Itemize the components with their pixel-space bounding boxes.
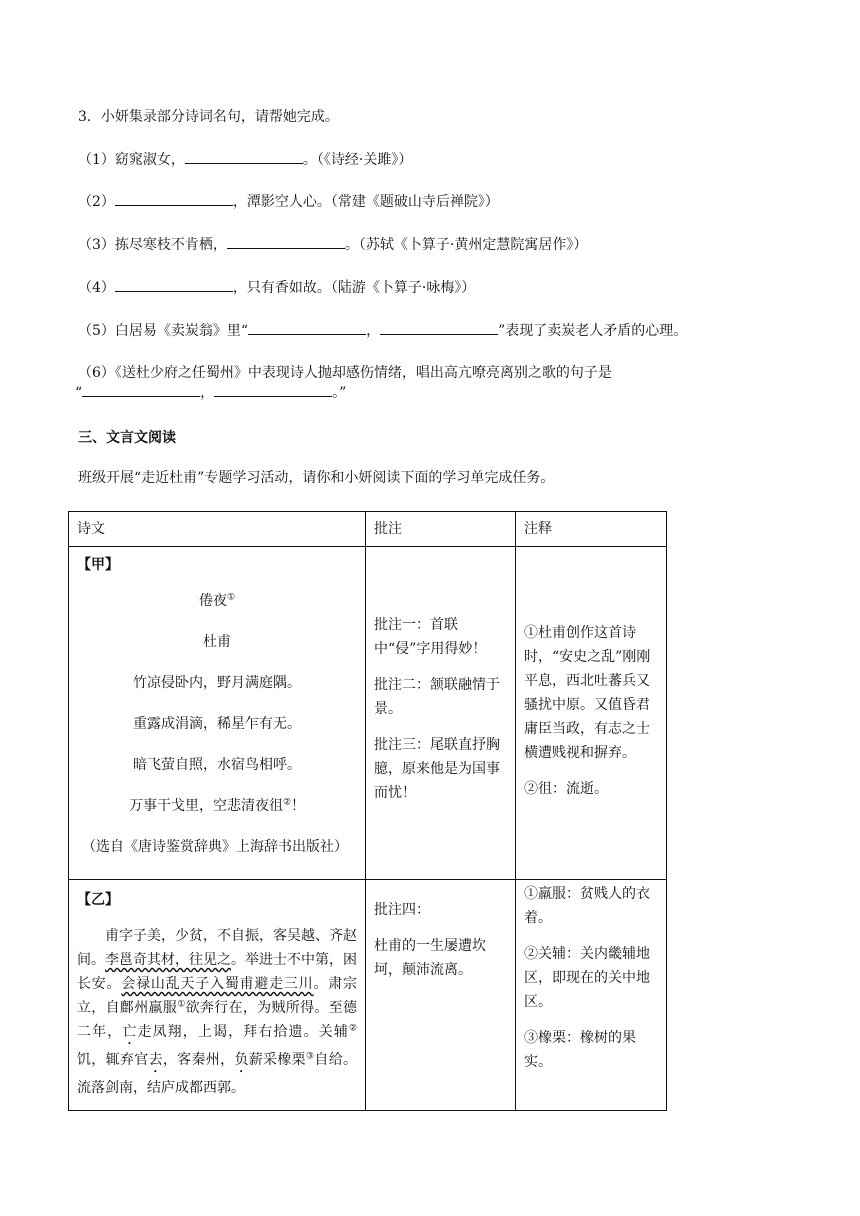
question-3-item-5: （5）白居易《卖炭翁》里“ ， ”表现了卖炭老人矛盾的心理。 (78, 323, 688, 339)
section-intro: 班级开展“走近杜甫”专题学习活动，请你和小妍阅读下面的学习单完成任务。 (78, 470, 555, 486)
section-title: 三、文言文阅读 (78, 430, 176, 446)
question-3-title: 3．小妍集录部分诗词名句，请帮她完成。 (78, 109, 339, 125)
poem-line: 暗飞萤自照，水宿鸟相呼。 (133, 757, 301, 773)
header-cell: 诗文 (69, 512, 366, 547)
annotation: 杜甫的一生屡遭坎坷，颠沛流离。 (374, 938, 486, 978)
note: ②徂：流逝。 (524, 781, 608, 797)
answer-blank[interactable] (227, 235, 345, 249)
answer-blank[interactable] (185, 150, 303, 164)
dotted-word: 负 (234, 1052, 249, 1068)
table-header-row (69, 512, 667, 547)
table-row-jia (69, 547, 667, 880)
annotation: 批注三：尾联直抒胸臆，原来他是为国事而忧！ (374, 737, 500, 801)
annotation-cell (366, 880, 516, 1111)
section-tag: 【甲】 (77, 557, 119, 573)
notes-cell (516, 880, 667, 1111)
annotation: 批注四： (374, 902, 430, 918)
study-sheet-table (68, 511, 667, 1111)
answer-blank[interactable] (248, 321, 366, 335)
table-row-yi (69, 880, 667, 1111)
answer-blank[interactable] (115, 192, 233, 206)
annotation: 批注二：颔联融情于景。 (374, 677, 500, 717)
question-3-item-6: （6）《送杜少府之任蜀州》中表现诗人抛却感伤情绪，唱出高亢嘹亮离别之歌的句子是 “ ， 。” (75, 365, 612, 401)
question-3-item-3: （3）拣尽寒枝不肯栖， 。（苏轼《卜算子·黄州定慧院寓居作》） (78, 237, 588, 253)
poem-cell (69, 547, 366, 880)
prose-text: 甫字子美，少贫，不自振，客吴越、齐赵间。李邕奇其材，往见之。举进士不中第，困长安。会禄山乱天子入蜀甫避走三川。肃宗立，自鄜州羸服①欲奔行在，为贼所得。至德二年，亡走凤翔，上谒，拜右拾遗。关辅②饥，辄弃官去，客秦州，负薪采橡栗③自给。流落剑南，结庐成都西郭。 (77, 928, 358, 1096)
note: ②关辅：关内畿辅地区，即现在的关中地区。 (524, 946, 650, 1010)
wavy-underlined-sentence: 李邕奇其材，往见之 (105, 952, 231, 968)
answer-blank[interactable] (115, 278, 233, 292)
section-tag: 【乙】 (77, 892, 119, 908)
header-cell: 注释 (516, 512, 667, 547)
question-3-item-4: （4） ，只有香如故。（陆游《卜算子·咏梅》） (78, 280, 476, 296)
note: ①杜甫创作这首诗时，“安史之乱”刚刚平息，西北吐蕃兵又骚扰中原。又值昏君庸臣当政，有志之士横遭贱视和摒弃。 (524, 625, 651, 761)
poem-title: 倦夜① (198, 592, 236, 609)
wavy-underlined-sentence: 会禄山乱天子入蜀甫避走三川 (121, 976, 314, 992)
dotted-word: 亡 (122, 1024, 138, 1040)
notes-cell (516, 547, 667, 880)
note: ①羸服：贫贱人的衣着。 (524, 886, 650, 926)
question-3-item-1: （1）窈窕淑女， 。（《诗经·关雎》） (78, 152, 413, 168)
poem-source: （选自《唐诗鉴赏辞典》上海辞书出版社） (82, 839, 348, 855)
annotation-cell (366, 547, 516, 880)
poem-author: 杜甫 (203, 634, 231, 650)
answer-blank[interactable] (82, 383, 200, 397)
answer-blank[interactable] (214, 383, 332, 397)
poem-line: 万事干戈里，空悲清夜徂②！ (128, 797, 306, 814)
answer-blank[interactable] (380, 321, 498, 335)
note: ③橡栗：橡树的果实。 (524, 1030, 636, 1070)
header-cell: 批注 (366, 512, 516, 547)
dotted-word: 去 (148, 1052, 163, 1068)
question-3-item-2: （2） ，潭影空人心。（常建《题破山寺后禅院》） (78, 194, 499, 210)
poem-line: 重露成涓滴，稀星乍有无。 (133, 716, 301, 732)
prose-cell (69, 880, 366, 1111)
poem-line: 竹凉侵卧内，野月满庭隅。 (133, 675, 301, 691)
annotation: 批注一：首联中“侵”字用得妙！ (374, 617, 487, 657)
